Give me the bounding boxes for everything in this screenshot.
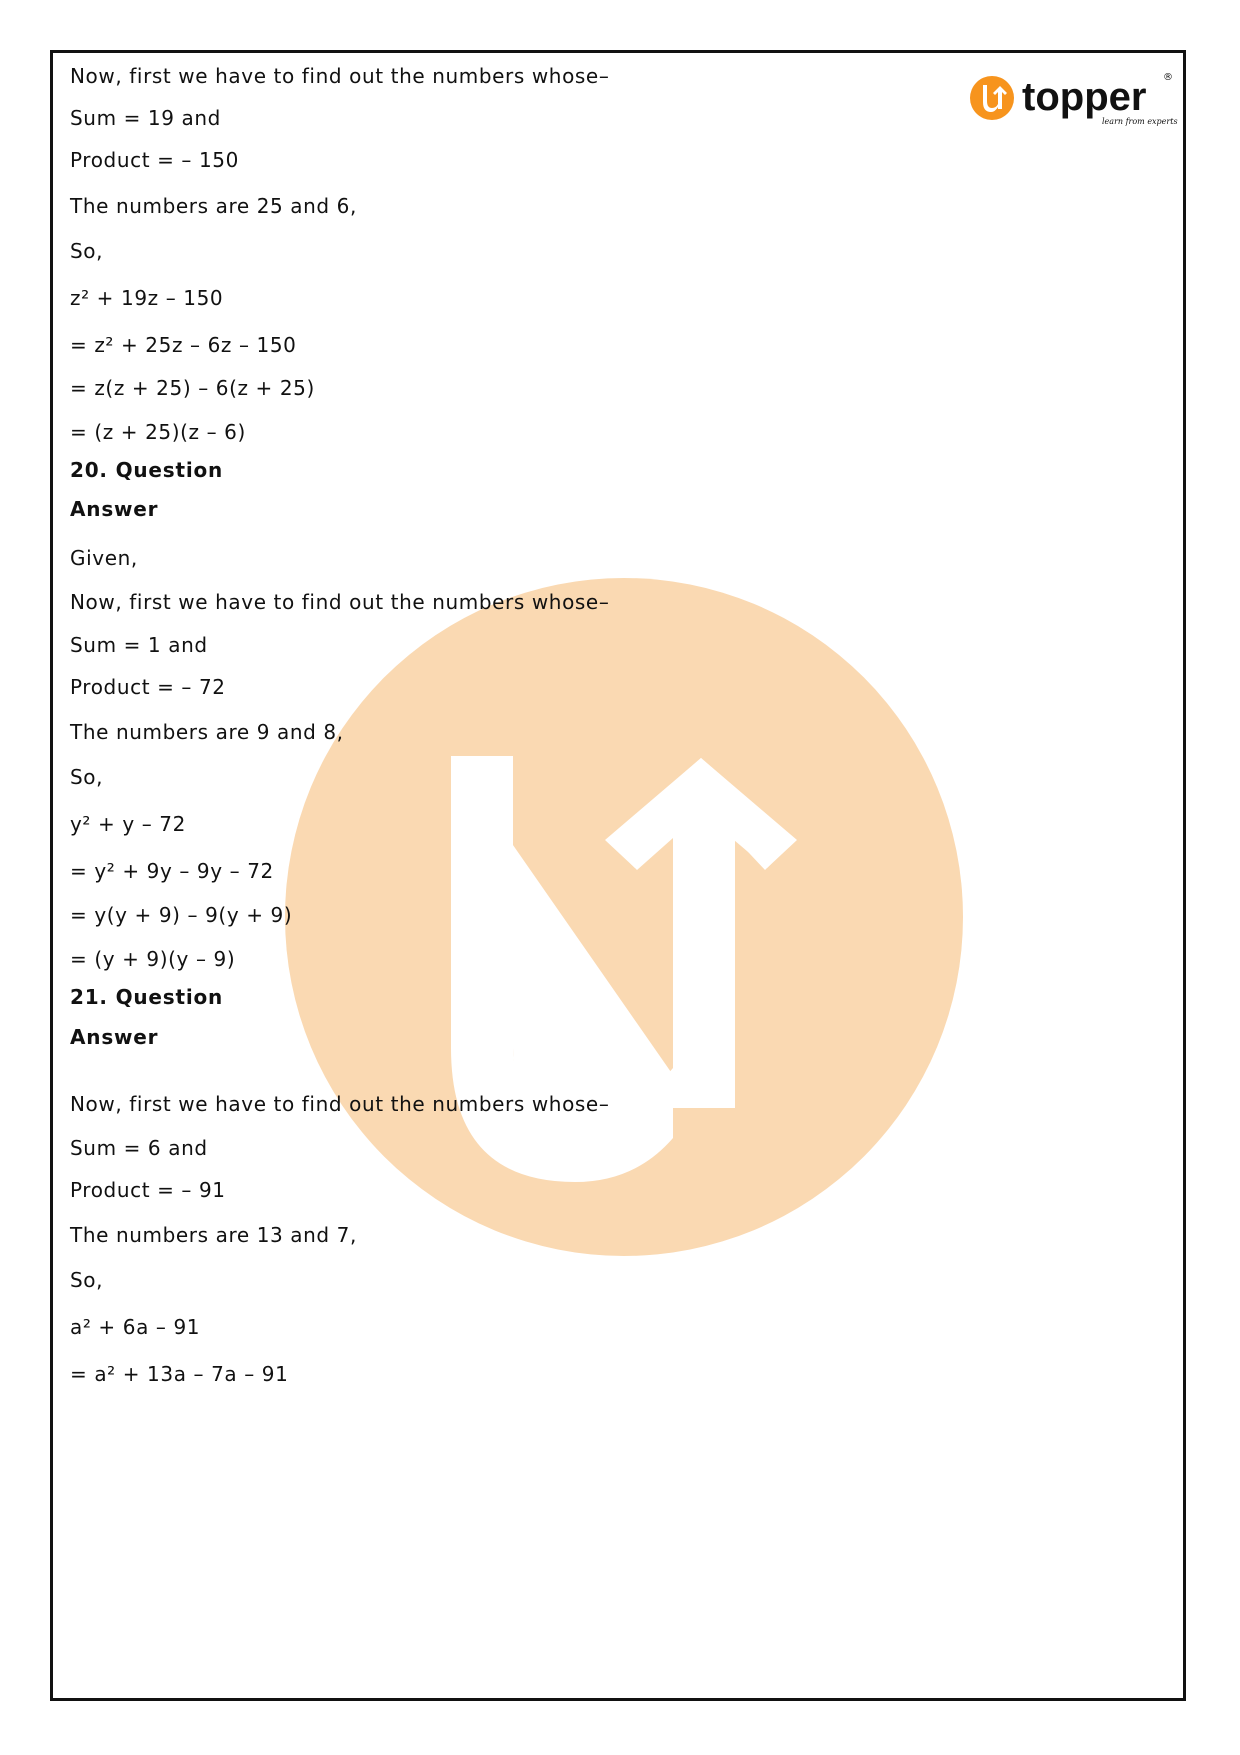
math-line: = y(y + 9) – 9(y + 9) (70, 903, 293, 927)
text-line: The numbers are 25 and 6, (70, 194, 357, 218)
text-line: So, (70, 1268, 104, 1292)
text-line: So, (70, 239, 104, 263)
math-line: a² + 6a – 91 (70, 1315, 201, 1339)
math-line: = (z + 25)(z – 6) (70, 420, 246, 444)
watermark-logo-icon (285, 578, 963, 1256)
text-line: So, (70, 765, 104, 789)
math-line: = z² + 25z – 6z – 150 (70, 333, 297, 357)
math-line: z² + 19z – 150 (70, 286, 224, 310)
math-line: = y² + 9y – 9y – 72 (70, 859, 274, 883)
logo-tagline: learn from experts (1102, 117, 1178, 126)
logo-wordmark: topper (1022, 75, 1147, 119)
text-line: Sum = 6 and (70, 1136, 208, 1160)
question-heading: 20. Question (70, 458, 224, 482)
text-line: The numbers are 13 and 7, (70, 1223, 357, 1247)
text-line: Sum = 19 and (70, 106, 221, 130)
math-line: = z(z + 25) – 6(z + 25) (70, 376, 315, 400)
answer-heading: Answer (70, 497, 159, 521)
text-line: Now, first we have to find out the numbers whose– (70, 590, 610, 614)
text-line: Product = – 150 (70, 148, 239, 172)
math-line: y² + y – 72 (70, 812, 186, 836)
answer-heading: Answer (70, 1025, 159, 1049)
math-line: = (y + 9)(y – 9) (70, 947, 236, 971)
text-line: The numbers are 9 and 8, (70, 720, 344, 744)
text-line: Now, first we have to find out the numbers whose– (70, 64, 610, 88)
text-line: Now, first we have to find out the numbers whose– (70, 1092, 610, 1116)
question-heading: 21. Question (70, 985, 224, 1009)
text-line: Given, (70, 546, 138, 570)
math-line: = a² + 13a – 7a – 91 (70, 1362, 289, 1386)
topper-logo-icon (970, 68, 1178, 132)
text-line: Sum = 1 and (70, 633, 208, 657)
text-line: Product = – 72 (70, 675, 226, 699)
registered-mark: ® (1163, 72, 1173, 83)
text-line: Product = – 91 (70, 1178, 226, 1202)
